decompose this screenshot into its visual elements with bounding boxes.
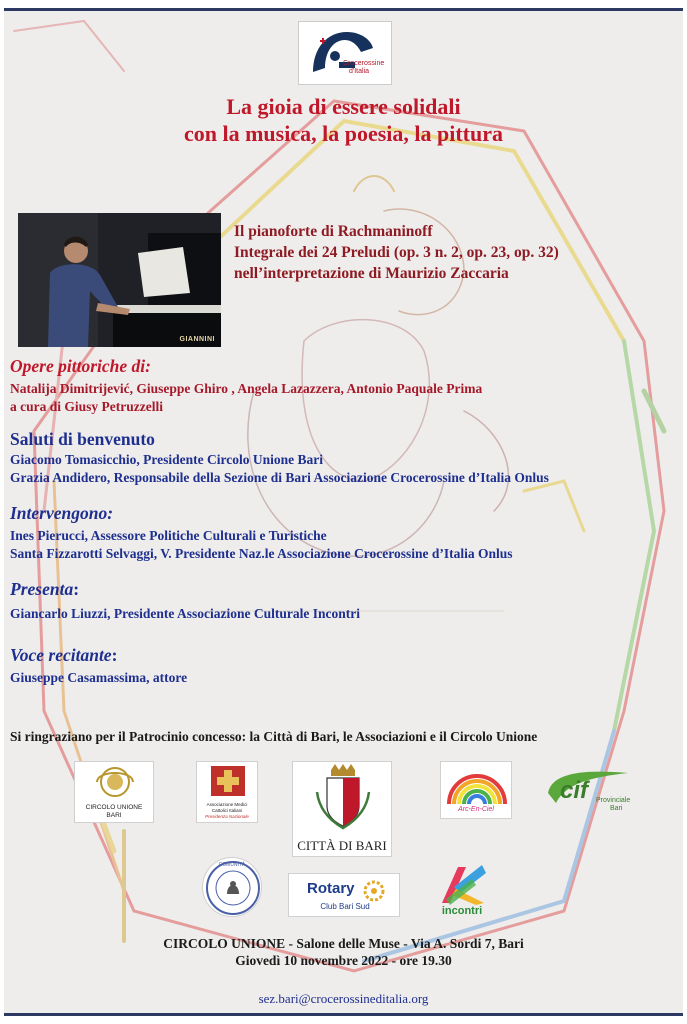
concert-line1: Il pianoforte di Rachmaninoff [234,223,433,240]
voce-heading [10,645,117,665]
medici-cross-icon [197,762,259,800]
saluti-heading: Saluti di benvenuto [10,429,155,449]
voce-heading-text: Voce recitante [10,645,112,665]
comunita-logo [202,857,262,917]
concert-info [234,221,674,284]
medici-line2: Cattolici Italiani [211,808,243,813]
circolo-unione-logo [74,761,154,823]
piano-brand: GIANNINI [179,336,215,343]
presenta-line1: Giancarlo Liuzzi, Presidente Associazione Culturale Incontri [10,606,360,621]
logo-text-line1: Crocerossine [343,60,385,67]
citta-di-bari-logo [292,761,392,857]
crocerossine-logo [298,21,392,85]
pianist-image [18,213,221,347]
comunita-caption: COMUNITÀ [218,862,246,868]
citta-caption: CITTÀ DI BARI [297,838,387,853]
cif-sub1: Provinciale [596,797,631,804]
rainbow-icon [441,762,513,808]
saluti-line2: Grazia Andidero, Responsabile della Sezione di Bari Associazione Crocerossine d’Italia Onlus [10,470,549,485]
arcobaleno-caption: Arc-En-Ciel [458,806,494,813]
title-line1: La gioia di essere solidali [226,94,461,119]
opere-line2: a cura di Giusy Petruzzelli [10,399,163,414]
bari-coat-of-arms-icon [293,762,393,832]
medici-line1: Associazione Medici [206,802,248,807]
incontri-caption: incontri [441,905,483,917]
medici-cattolici-logo [196,761,258,823]
presenta-heading [10,579,79,599]
medici-line3: Presidenza Nazionale [205,814,249,819]
intervengono-heading: Intervengono: [10,503,114,523]
saluti-line1: Giacomo Tomasicchio, Presidente Circolo Unione Bari [10,452,323,467]
concert-line2: Integrale dei 24 Preludi (op. 3 n. 2, op. 23, op. 32) [234,244,559,261]
arc-en-ciel-logo [440,761,512,819]
voce-colon: : [111,645,118,665]
incontri-logo [432,859,492,921]
rotary-wheel-icon [363,880,385,902]
cif-sub2: Bari [610,805,623,812]
voce-line1: Giuseppe Casamassima, attore [10,670,188,685]
patrocinio-text: Si ringraziano per il Patrocinio concesso: la Città di Bari, le Associazioni e il Circolo Unione [10,729,538,744]
intervengono-line2: Santa Fizzarotti Selvaggi, V. Presidente Naz.le Associazione Crocerossine d’Italia Onlus [10,546,513,561]
poster [4,8,683,1016]
circolo-crest-icon [75,762,155,802]
intervengono-line1: Ines Pierucci, Assessore Politiche Culturali e Turistiche [10,528,327,543]
rotary-logo [288,873,400,917]
contact-email[interactable]: sez.bari@crocerossineditalia.org [258,991,429,1006]
opere-heading: Opere pittoriche di: [10,356,151,376]
rotary-club: Club Bari Sud [320,902,370,911]
presenta-colon: : [73,579,80,599]
opere-line1: Natalija Dimitrijević, Giuseppe Ghiro , Angela Lazazzera, Antonio Paquale Prima [10,381,483,396]
crocerossine-emblem-icon [299,22,393,86]
venue-info [4,935,683,969]
cif-logo [542,763,634,819]
logo-text-line2: d'Italia [349,68,370,75]
rotary-name: Rotary [307,880,355,897]
concert-line3: nell’interpretazione di Maurizio Zaccaria [234,265,509,282]
venue-line1: CIRCOLO UNIONE - Salone delle Muse - Via A. Sordi 7, Bari [163,936,524,951]
incontri-k-icon [432,859,492,907]
presenta-heading-text: Presenta [10,579,74,599]
title-line2: con la musica, la poesia, la pittura [183,121,503,146]
pianist-photo [18,213,221,347]
circolo-caption: CIRCOLO UNIONE BARI [85,804,143,819]
cif-text: cif [560,777,589,804]
venue-line2: Giovedì 10 novembre 2022 - ore 19.30 [235,953,452,968]
poster-title [4,93,683,147]
